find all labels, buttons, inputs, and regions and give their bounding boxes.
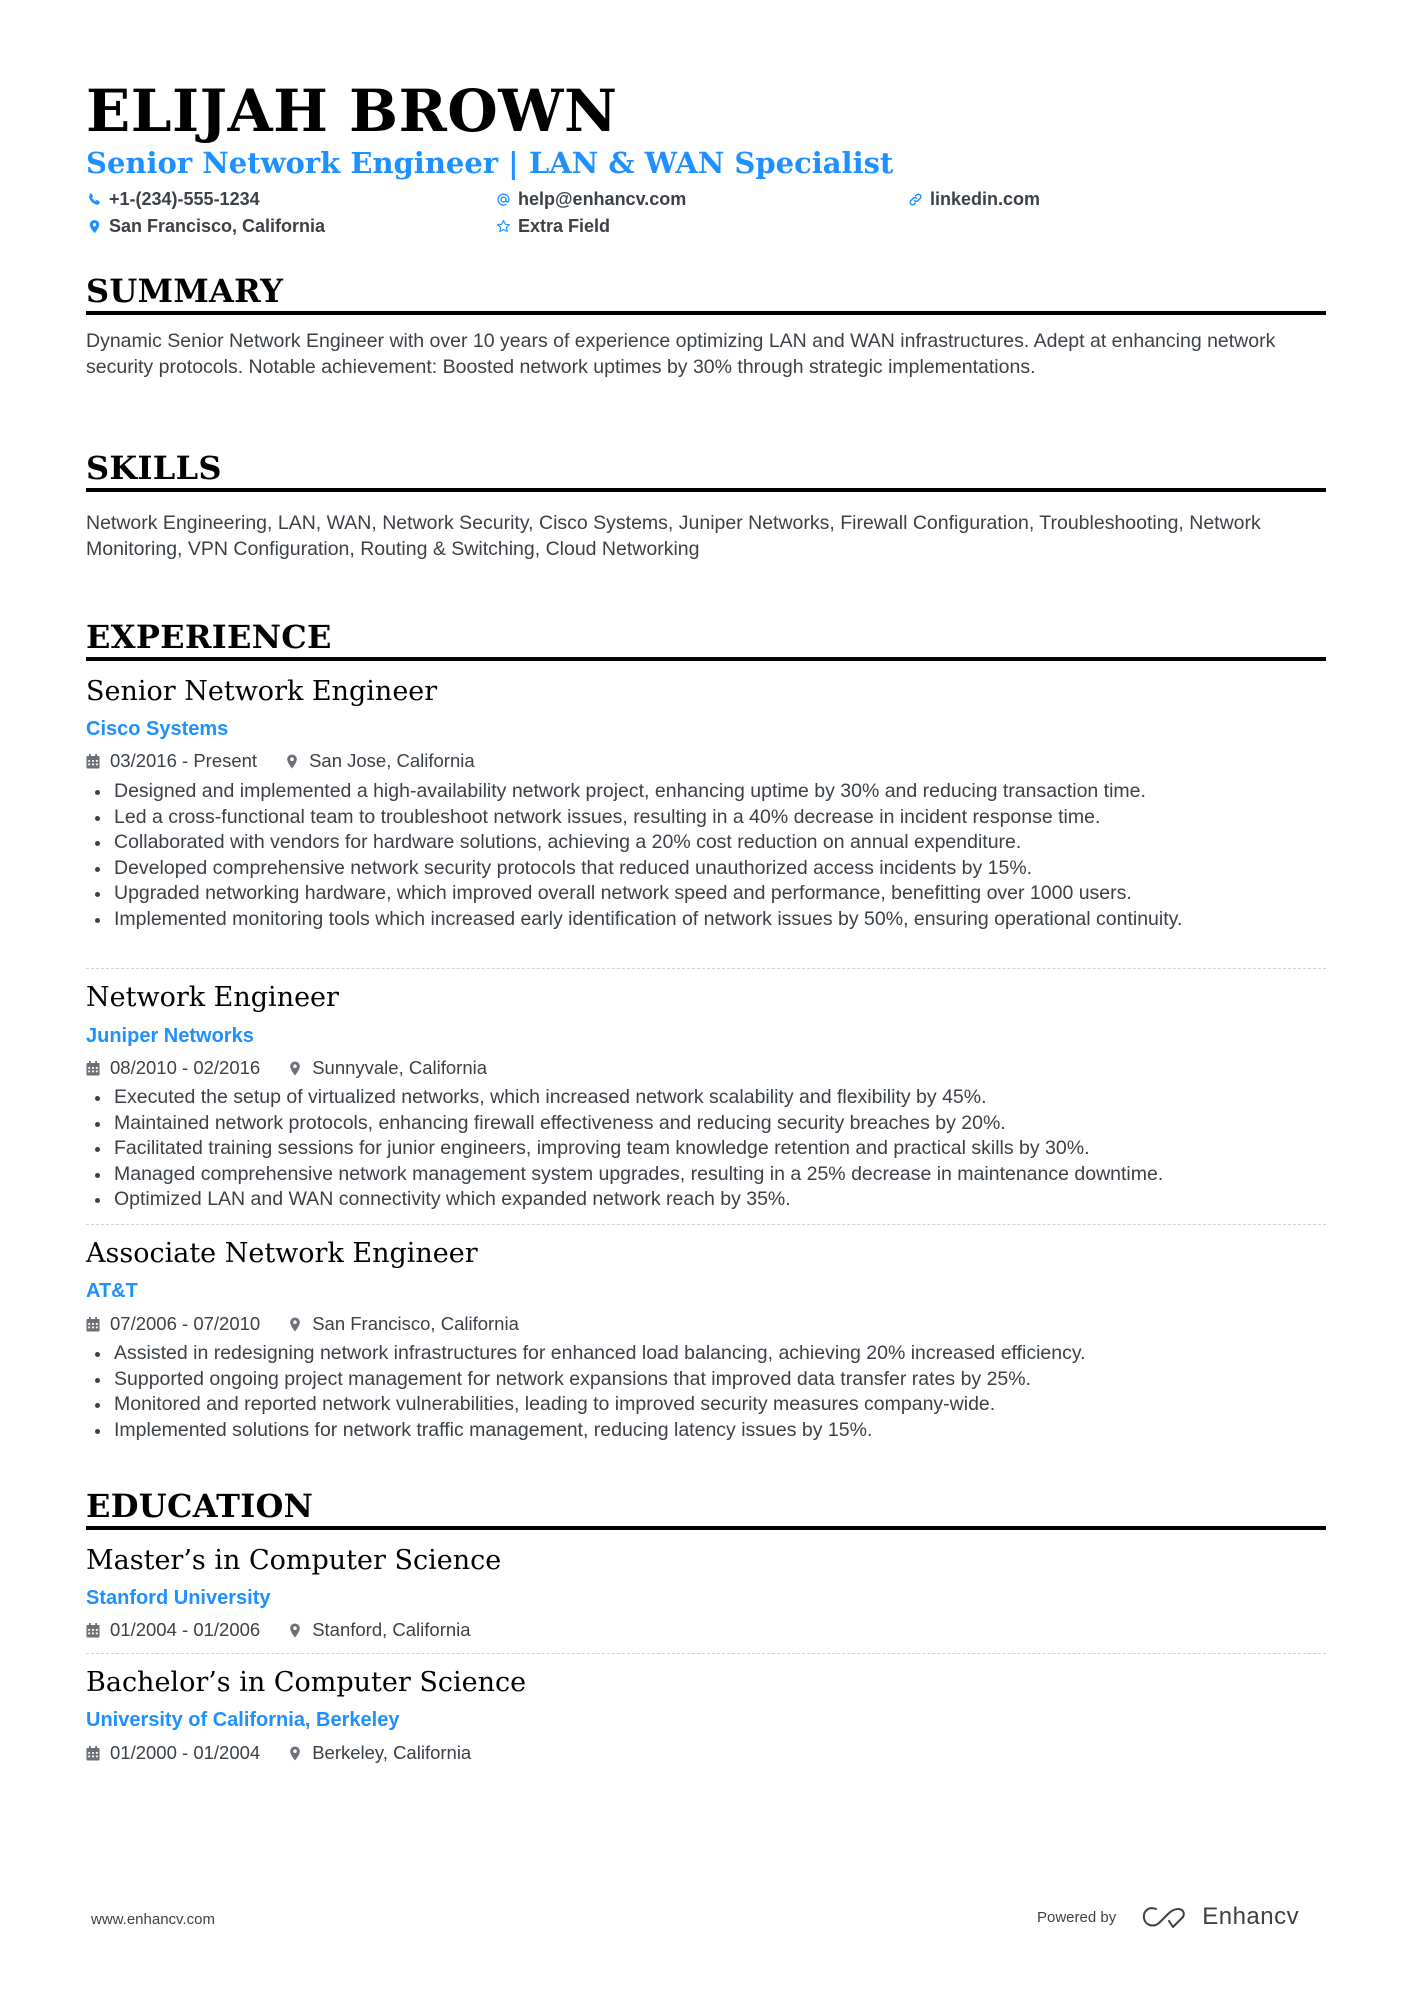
enhancv-logo-icon [1142, 1904, 1188, 1930]
calendar-icon [86, 1745, 102, 1761]
calendar-icon [86, 1622, 102, 1638]
section-title-education: EDUCATION [86, 1487, 314, 1525]
bullet-item: Facilitated training sessions for junior engineers, improving team knowledge retention and practical skills by 30%. [86, 1136, 1326, 1162]
calendar-icon [86, 1316, 102, 1332]
footer-website-link[interactable]: www.enhancv.com [91, 1911, 215, 1928]
job-location: Sunnyvale, California [312, 1057, 488, 1078]
degree-title: Bachelor’s in Computer Science [86, 1667, 527, 1698]
job-dates: 07/2006 - 07/2010 [110, 1313, 261, 1334]
bullet-item: Monitored and reported network vulnerabilities, leading to improved security measures company-wide. [86, 1392, 1326, 1418]
contact-linkedin[interactable] [907, 186, 1040, 212]
section-divider [86, 311, 1326, 315]
phone-value: +1-(234)-555-1234 [109, 189, 260, 209]
company-name: Juniper Networks [86, 1025, 254, 1047]
footer-branding[interactable] [1037, 1900, 1299, 1934]
bullet-item: Implemented solutions for network traffic management, reducing latency issues by 15%. [86, 1418, 1326, 1444]
bullet-item: Designed and implemented a high-availability network project, enhancing uptime by 30% and reducing transaction time. [86, 779, 1326, 805]
entry-divider [86, 1224, 1326, 1225]
job-bullets [86, 1341, 1326, 1443]
entry-divider [86, 968, 1326, 969]
job-meta [86, 1312, 519, 1336]
bullet-item: Assisted in redesigning network infrastructures for enhanced load balancing, achieving 20% increased efficiency. [86, 1341, 1326, 1367]
location-pin-icon [285, 753, 301, 769]
education-location: Stanford, California [312, 1619, 471, 1640]
calendar-icon [86, 1060, 102, 1076]
bullet-item: Led a cross-functional team to troubleshoot network issues, resulting in a 40% decrease in incident response time. [86, 805, 1326, 831]
location-pin-icon [86, 218, 102, 234]
contact-extra-field [495, 213, 610, 239]
job-title: Network Engineer [86, 982, 339, 1013]
powered-by-label: Powered by [1037, 1908, 1117, 1926]
job-location: San Jose, California [309, 750, 475, 771]
bullet-item: Upgraded networking hardware, which improved overall network speed and performance, benefitting over 1000 users. [86, 881, 1326, 907]
location-pin-icon [288, 1745, 304, 1761]
job-meta [86, 1056, 487, 1080]
job-title: Associate Network Engineer [86, 1238, 478, 1269]
education-meta [86, 1741, 471, 1765]
bullet-item: Developed comprehensive network security protocols that reduced unauthorized access incidents by 15%. [86, 856, 1326, 882]
degree-title: Master’s in Computer Science [86, 1545, 502, 1576]
calendar-icon [86, 753, 102, 769]
bullet-item: Optimized LAN and WAN connectivity which expanded network reach by 35%. [86, 1187, 1326, 1213]
contact-phone[interactable] [86, 186, 260, 212]
company-name: Cisco Systems [86, 718, 229, 740]
location-pin-icon [288, 1316, 304, 1332]
summary-text: Dynamic Senior Network Engineer with over 10 years of experience optimizing LAN and WAN infrastructures. Adept at enhancing network security protocols. Notable achievement: Boosted network uptimes by 30% through strategic implementations. [86, 330, 1276, 378]
contact-email[interactable] [495, 186, 686, 212]
education-meta [86, 1618, 471, 1642]
bullet-item: Supported ongoing project management for network expansions that improved data transfer rates by 25%. [86, 1367, 1326, 1393]
location-pin-icon [288, 1060, 304, 1076]
school-name: University of California, Berkeley [86, 1709, 400, 1731]
job-dates: 08/2010 - 02/2016 [110, 1057, 261, 1078]
education-dates: 01/2000 - 01/2004 [110, 1742, 261, 1763]
job-location: San Francisco, California [312, 1313, 519, 1334]
job-bullets [86, 779, 1326, 933]
bullet-item: Implemented monitoring tools which increased early identification of network issues by 50%, ensuring operational continuity. [86, 907, 1326, 933]
bullet-item: Executed the setup of virtualized networks, which increased network scalability and flexibility by 45%. [86, 1085, 1326, 1111]
candidate-name: ELIJAH BROWN [86, 77, 618, 145]
email-value: help@enhancv.com [518, 189, 687, 209]
section-title-skills: SKILLS [86, 449, 222, 487]
entry-divider [86, 1653, 1326, 1654]
section-title-summary: SUMMARY [86, 272, 284, 310]
education-dates: 01/2004 - 01/2006 [110, 1619, 261, 1640]
location-pin-icon [288, 1622, 304, 1638]
education-location: Berkeley, California [312, 1742, 472, 1763]
extra-field-value: Extra Field [518, 216, 611, 236]
bullet-item: Managed comprehensive network management system upgrades, resulting in a 25% decrease in maintenance downtime. [86, 1162, 1326, 1188]
contact-info [86, 184, 1326, 240]
school-name: Stanford University [86, 1587, 271, 1609]
company-name: AT&T [86, 1280, 138, 1302]
section-divider [86, 1526, 1326, 1530]
contact-location [86, 213, 325, 239]
star-icon [495, 218, 511, 234]
at-icon [495, 191, 511, 207]
job-dates: 03/2016 - Present [110, 750, 258, 771]
job-meta [86, 749, 475, 773]
section-divider [86, 657, 1326, 661]
section-divider [86, 488, 1326, 492]
location-value: San Francisco, California [109, 216, 326, 236]
linkedin-value: linkedin.com [930, 189, 1041, 209]
link-icon [907, 191, 923, 207]
enhancv-brand: Enhancv [1202, 1903, 1300, 1930]
job-title: Senior Network Engineer [86, 676, 438, 707]
candidate-title: Senior Network Engineer | LAN & WAN Specialist [86, 146, 894, 180]
skills-text: Network Engineering, LAN, WAN, Network Security, Cisco Systems, Juniper Networks, Firewall Configuration, Troubleshooting, Network Monitoring, VPN Configuration, Routing & Switching, Cloud Networking [86, 512, 1261, 560]
bullet-item: Collaborated with vendors for hardware solutions, achieving a 20% cost reduction on annual expenditure. [86, 830, 1326, 856]
bullet-item: Maintained network protocols, enhancing firewall effectiveness and reducing security breaches by 20%. [86, 1111, 1326, 1137]
phone-icon [86, 191, 102, 207]
section-title-experience: EXPERIENCE [86, 618, 332, 656]
job-bullets [86, 1085, 1326, 1213]
